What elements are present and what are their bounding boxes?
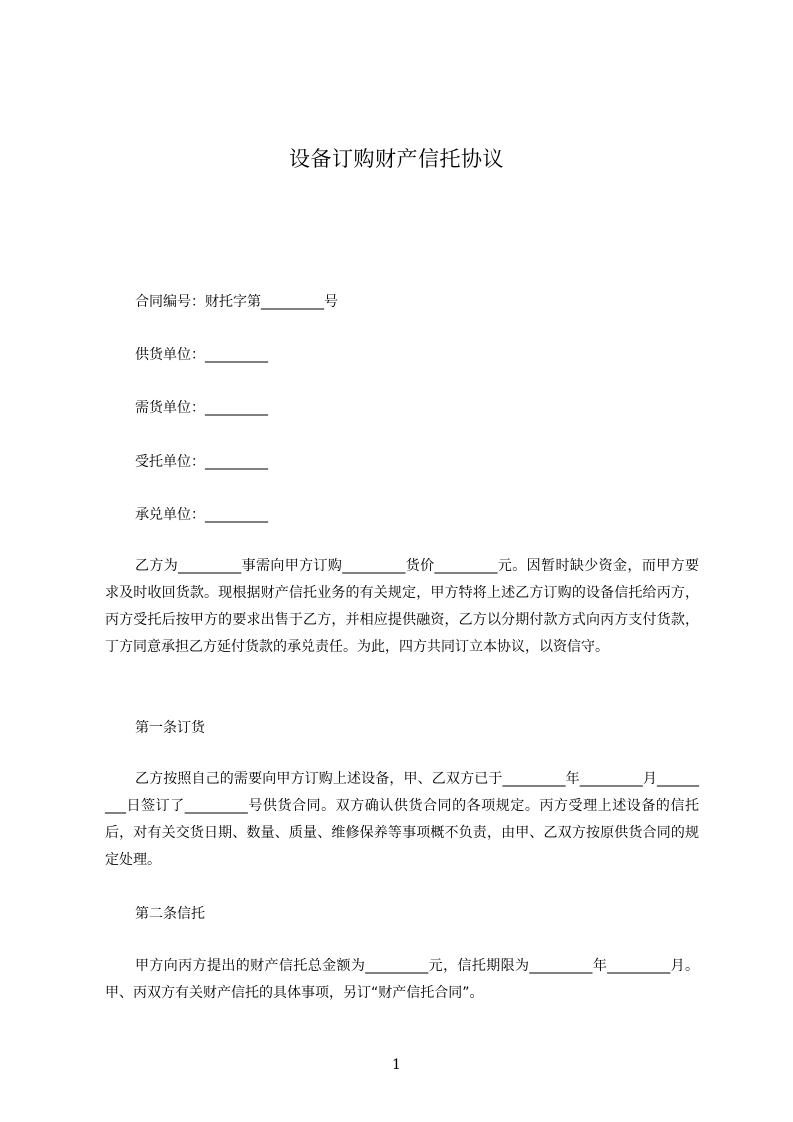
buyer-line: 需货单位：_________ <box>135 400 268 416</box>
article-2-body: 甲方向丙方提出的财产信托总金额为_________元，信托期限为_________年_________月。甲、丙双方有关财产信托的具体事项，另订“财产信托合同”。 <box>105 958 699 1001</box>
trustee-line: 受托单位：_________ <box>135 454 268 470</box>
article-1-heading: 第一条订货 <box>135 720 205 736</box>
page-number: 1 <box>392 1057 401 1073</box>
supplier-line: 供货单位：_________ <box>135 347 268 363</box>
intro-paragraph: 乙方为_________事需向甲方订购_________货价_________元。因暂时缺少资金，而甲方要求及时收回货款。现根据财产信托业务的有关规定，甲方特将上述乙方订购的设备信托给丙方，丙方受托后按甲方的要求出售于乙方，并相应提供融资，乙方以分期付款方式向丙方支付货款，丁方同意承担乙方延付货款的承兑责任。为此，四方共同订立本协议，以资信守。 <box>105 558 699 655</box>
acceptor-line: 承兑单位：_________ <box>135 507 268 523</box>
article-1-body: 乙方按照自己的需要向甲方订购上述设备，甲、乙双方已于_________年_________月_________日签订了_________号供货合同。双方确认供货合同的各项规定。丙方受理上述设备的信托后，对有关交货日期、数量、质量、维修保养等事项概不负责，由甲、乙双方按原供货合同的规定处理。 <box>105 771 699 868</box>
contract-number-line: 合同编号：财托字第_________号 <box>135 294 338 310</box>
document-title: 设备订购财产信托协议 <box>289 147 504 171</box>
article-2-heading: 第二条信托 <box>135 906 205 922</box>
